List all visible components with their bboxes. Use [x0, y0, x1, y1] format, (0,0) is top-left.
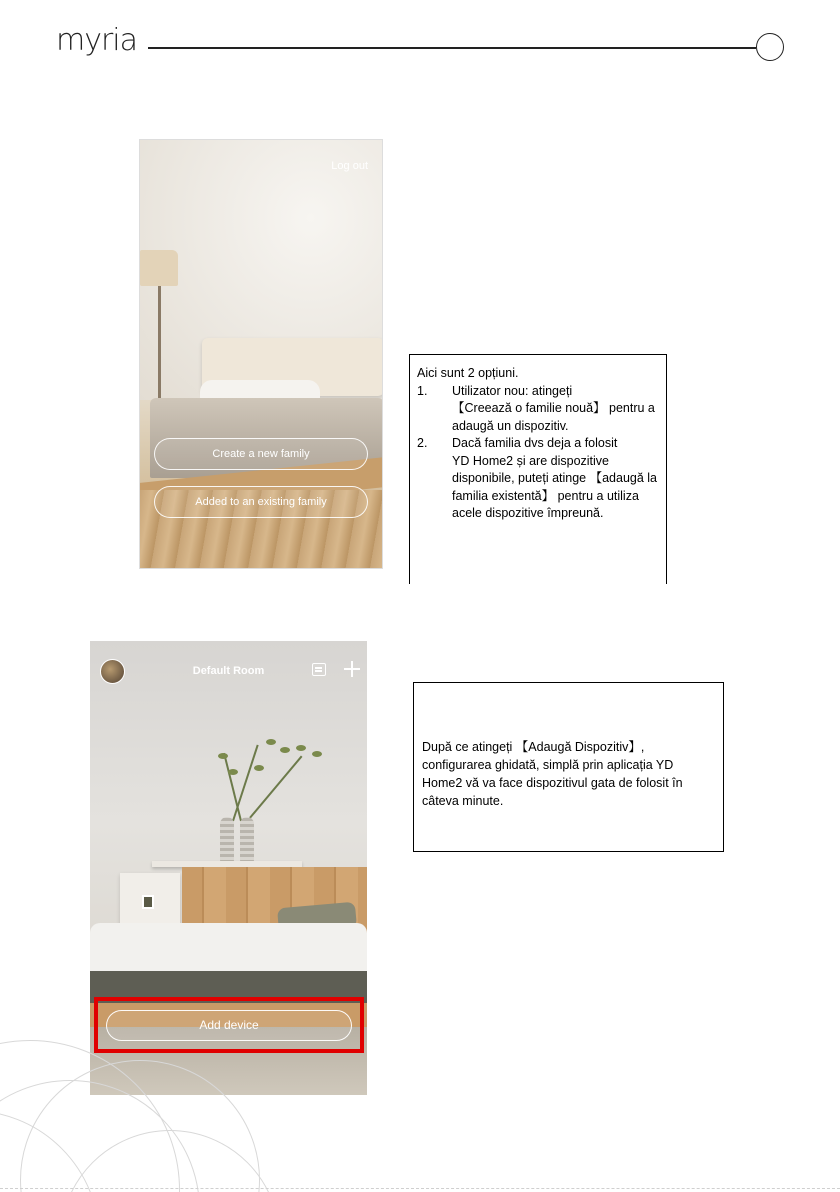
- list-number: 1.: [417, 383, 428, 398]
- plant-leaf: [218, 753, 228, 759]
- options-intro: Aici sunt 2 opțiuni.: [417, 366, 519, 380]
- list-item: [417, 435, 658, 523]
- vase-right: [240, 817, 254, 863]
- room-title: Default Room: [192, 665, 265, 677]
- list-lead: Utilizator nou: atingeți: [452, 383, 573, 398]
- add-existing-family-button[interactable]: Added to an existing family: [154, 486, 368, 518]
- plant-leaf: [296, 745, 306, 751]
- bottom-dashed-rule: [0, 1188, 840, 1189]
- plant-leaf: [228, 769, 238, 775]
- list-text: 【Creează o familie nouă】 pentru a adaugă un dispozitiv.: [452, 401, 655, 433]
- create-family-button[interactable]: Create a new family: [154, 438, 368, 470]
- list-item: [417, 383, 658, 436]
- page-marker-circle: [756, 33, 784, 61]
- header-divider: [148, 47, 756, 49]
- plant-leaf: [312, 751, 322, 757]
- lamp-shade: [140, 250, 178, 286]
- small-picture-frame: [142, 895, 154, 909]
- plus-icon[interactable]: [344, 661, 360, 677]
- plant-leaf: [266, 739, 276, 745]
- family-selection-screenshot: [139, 139, 383, 569]
- add-device-instructions: După ce atingeți 【Adaugă Dispozitiv】, configurarea ghidată, simplă prin aplicația YD Home2 vă va face dispozitivul gata de folosit în câteva minute.: [422, 740, 683, 808]
- instructions-box-add-device: [413, 682, 724, 852]
- vase-left: [220, 817, 234, 863]
- list-text: YD Home2 și are dispozitive disponibile, puteți atinge 【adaugă la familia existentă】 pentru a utiliza acele dispozitive împreună.: [452, 453, 658, 520]
- plant-stem: [223, 753, 242, 821]
- options-list: [417, 383, 658, 523]
- add-device-button[interactable]: Add device: [106, 1010, 352, 1041]
- plant-leaf: [280, 747, 290, 753]
- decorative-circles: [0, 1020, 300, 1192]
- list-lead: Dacă familia dvs deja a folosit: [452, 436, 618, 450]
- list-number: 2.: [417, 436, 428, 450]
- brand-logo: myria: [56, 23, 138, 58]
- plant-leaf: [254, 765, 264, 771]
- message-icon[interactable]: [312, 663, 326, 676]
- instructions-box-options: [409, 354, 667, 584]
- page-header: [0, 0, 840, 80]
- logout-link[interactable]: Log out: [331, 160, 368, 172]
